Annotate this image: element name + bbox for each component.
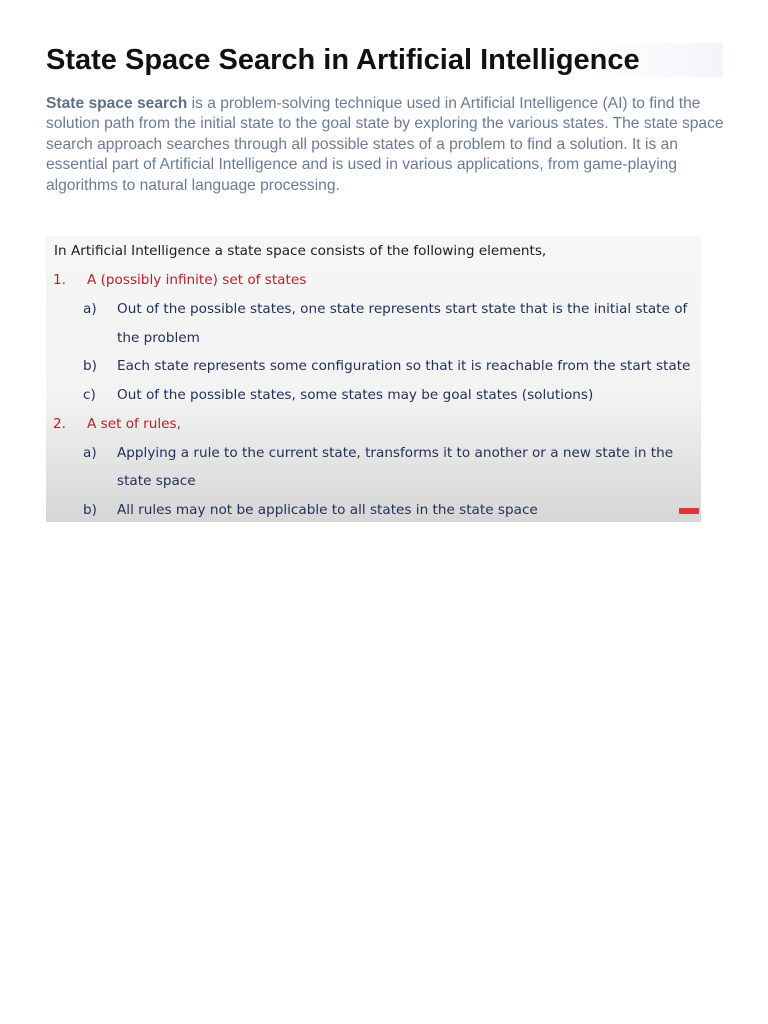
sub-line: All rules may not be applicable to all states in the state space — [117, 502, 538, 518]
item-label: A set of rules, — [87, 416, 181, 432]
sub-mark: c) — [83, 387, 96, 403]
sub-mark: b) — [83, 502, 97, 518]
sub-line: the problem — [117, 330, 200, 346]
sub-line: Applying a rule to the current state, transforms it to another or a new state in the — [117, 445, 674, 461]
intro-text: is a problem-solving technique used in Artificial Intelligence (AI) to find the solution path from the initial state to the goal state by exploring the various states. The state space search approach searches through all possible states of a problem to find a solution. It is an essential part of Artificial Intelligence and is used in various applications, from game-playing algorithms to natural language processing. — [46, 95, 724, 194]
watermark-logo-icon — [679, 508, 699, 514]
item-number: 1. — [53, 272, 66, 288]
intro-paragraph — [46, 94, 726, 196]
sub-mark: a) — [83, 445, 97, 461]
sub-line: Out of the possible states, some states may be goal states (solutions) — [117, 387, 594, 403]
sub-mark: b) — [83, 358, 97, 374]
intro-term: State space search — [46, 95, 188, 112]
item-number: 2. — [53, 416, 66, 432]
sub-mark: a) — [83, 301, 97, 317]
item-label: A (possibly infinite) set of states — [87, 272, 307, 288]
sub-line: Each state represents some configuration so that it is reachable from the start state — [117, 358, 691, 374]
page-title: State Space Search in Artificial Intelligence — [46, 44, 640, 76]
slide-intro: In Artificial Intelligence a state space consists of the following elements, — [54, 243, 547, 259]
sub-line: Out of the possible states, one state represents start state that is the initial state of — [117, 301, 688, 317]
slide-image — [46, 236, 701, 522]
sub-line: state space — [117, 473, 196, 489]
